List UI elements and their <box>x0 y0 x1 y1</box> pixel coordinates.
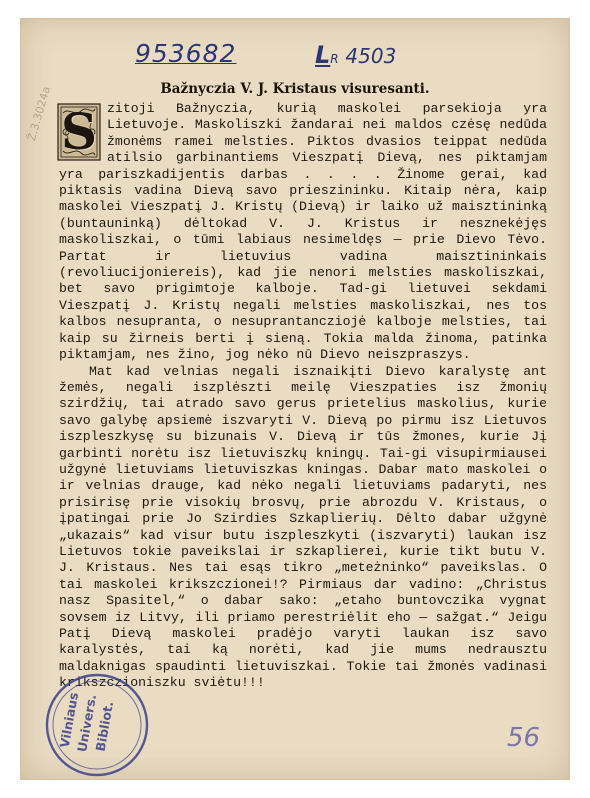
document-page <box>20 18 570 780</box>
catalog-number: 953682 <box>135 39 237 68</box>
library-stamp <box>43 671 151 779</box>
drop-cap-letter: S <box>60 102 98 161</box>
document-title: Bažnyczia V. J. Kristaus visuresanti. <box>160 81 430 97</box>
paragraph-1 <box>59 101 547 364</box>
page-number: 56 <box>507 723 541 753</box>
stamp-seal-icon <box>43 671 151 779</box>
document-body <box>59 101 547 692</box>
paragraph-2: Mat kad velnias negali isznaikįti Dievo karalystę ant žemės, negali iszplėszti meilę Vieszpaties isz žmonių szirdžių, tai atrado savo gerus prietelius maskolius, kurie savo galybę apsiemė iszvaryti V. Dievą po pirmu isz Lietuvos iszpleszkysę su bizunais V. Dievą ir tūs žmones, kurie Jį garbinti norėtu isz lietuviszkų kningų. Tai-gi visupirmiausei užgynė lietuviams lietuviszkas kningas. Dabar mato maskolei o ir velnias drauge, kad nėko negali lietuviams padaryti, nes prisirisę prie visokių brosvų, prie abrozdu V. Kristaus, o įpatingai prie Jo Szirdies Szkaplierių. Dėlto dabar užgynė „ukazais“ kad visur butu iszpleszkyti (iszvaryti) laukan isz Lietuvos tokie paveikslai ir szkaplierei, kurie tikt butu V. J. Kristaus. Nes tai esąs tikro „meteżninko“ paveikslas. O tai maskolei krikszczionei!? Pirmiaus dar vadino: „Christus nasz Spasitel,“ o dabar sako: „etaho buntovczika vygnat sovsem iz Litvy, ili priamo perestriėlit eho — sažgat.“ Jeigu Patį Dievą maskolei pradėjo varyti laukan isz savo karalystės, tai ką norėti, kad jie mums nedrausztu maldaknigas spaudinti lietuviszkai. Tokie tai žmonės vadinasi krikszczioniszku sviėtu!!! <box>59 363 547 691</box>
pencil-note: Ž.3.3024a <box>25 84 54 143</box>
stamp-line-2: Univers. <box>74 693 100 754</box>
stamp-line-1: Vilniaus <box>56 691 82 749</box>
paragraph-1-text: zitoji Bažnyczia, kurią maskolei parsekioja yra Lietuvoje. Maskoliszki žandarai nei maldos czėsę nedūda žmonėms ramei melsties. Piktos dvasios teippat nedūda atilsio garbinantiems Vieszpatį Dievą, nes piktamjam yra pariszkadijentis darbas . . . . Žinome gerai, kad piktasis vadina Dievą savo prieszininku. Kitaip nėra, kaip maskolei Vieszpatį J. Kristų (Dievą) ir laiko už maisztininką (buntauninką) dėltokad V. J. Kristus ir nesznekėjęs maskoliszkai, o tūmi labiaus nesimeldęs — prie Dievo Tėvo. Partat ir lietuvius vadina maisztininkais (revoliucijoniereis), kad jie nenori melsties maskoliszkai, bet savo prigimtoje kalboje. Tad-gi lietuvei sekdami Vieszpatį J. Kristų negali melsties maskoliszkai, nes tos kalbos nesupranta, o nesuprantancziojė kalboje melsties, tai kaip su žirneis berti į sieną. Tokia malda žinoma, patinka piktamjam, nes žino, jog nėko nū Dievo neiszpraszys. <box>59 101 547 363</box>
drop-cap <box>57 103 101 161</box>
shelf-mark <box>315 41 396 69</box>
shelf-mark-letters: L <box>315 41 331 69</box>
shelf-mark-number: 4503 <box>345 44 397 68</box>
shelf-mark-sub: R <box>330 52 339 66</box>
stamp-line-3: Bibliot. <box>92 700 117 753</box>
